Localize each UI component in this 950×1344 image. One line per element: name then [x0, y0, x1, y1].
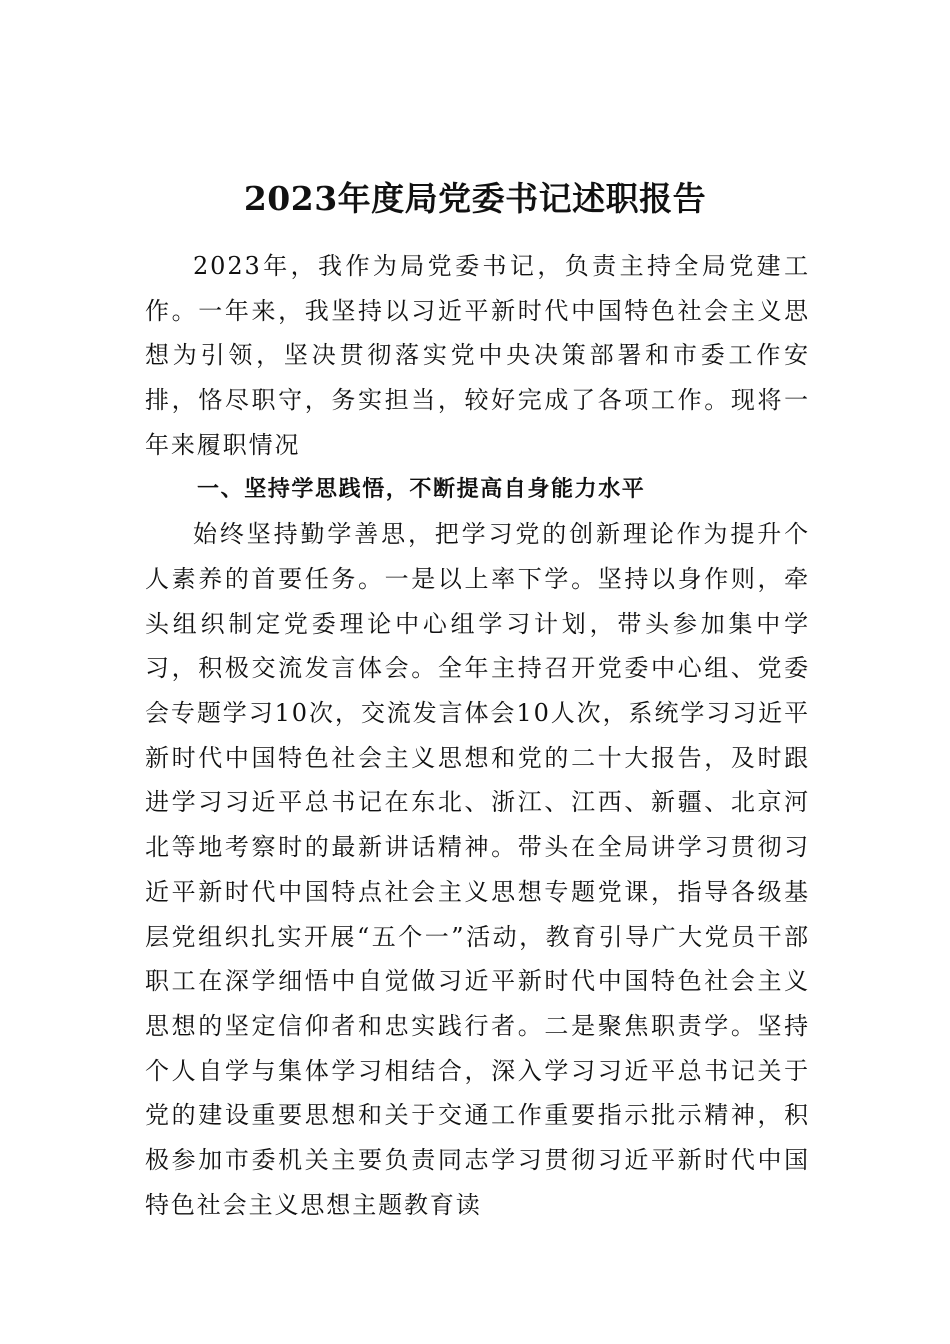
document-body [145, 244, 810, 1227]
section-heading: 一、坚持学思践悟，不断提高自身能力水平 [197, 476, 646, 502]
section-paragraph: 始终坚持勤学善思，把学习党的创新理论作为提升个人素养的首要任务。一是以上率下学。坚持以身作则，牵头组织制定党委理论中心组学习计划，带头参加集中学习，积极交流发言体会。全年主持召开党委中心组、党委会专题学习10次，交流发言体会10人次，系统学习习近平新时代中国特色社会主义思想和党的二十大报告，及时跟进学习习近平总书记在东北、浙江、江西、新疆、北京河北等地考察时的最新讲话精神。带头在全局讲学习贯彻习近平新时代中国特点社会主义思想专题党课，指导各级基层党组织扎实开展“五个一”活动，教育引导广大党员干部职工在深学细悟中自觉做习近平新时代中国特色社会主义思想的坚定信仰者和忠实践行者。二是聚焦职责学。坚持个人自学与集体学习相结合，深入学习习近平总书记关于党的建设重要思想和关于交通工作重要指示批示精神，积极参加市委机关主要负责同志学习贯彻习近平新时代中国特色社会主义思想主题教育读 [145, 520, 810, 1219]
intro-paragraph: 2023年，我作为局党委书记，负责主持全局党建工作。一年来，我坚持以习近平新时代中国特色社会主义思想为引领，坚决贯彻落实党中央决策部署和市委工作安排，恪尽职守，务实担当，较好完成了各项工作。现将一年来履职情况 [145, 252, 810, 459]
document-title: 2023年度局党委书记述职报告 [243, 179, 707, 218]
